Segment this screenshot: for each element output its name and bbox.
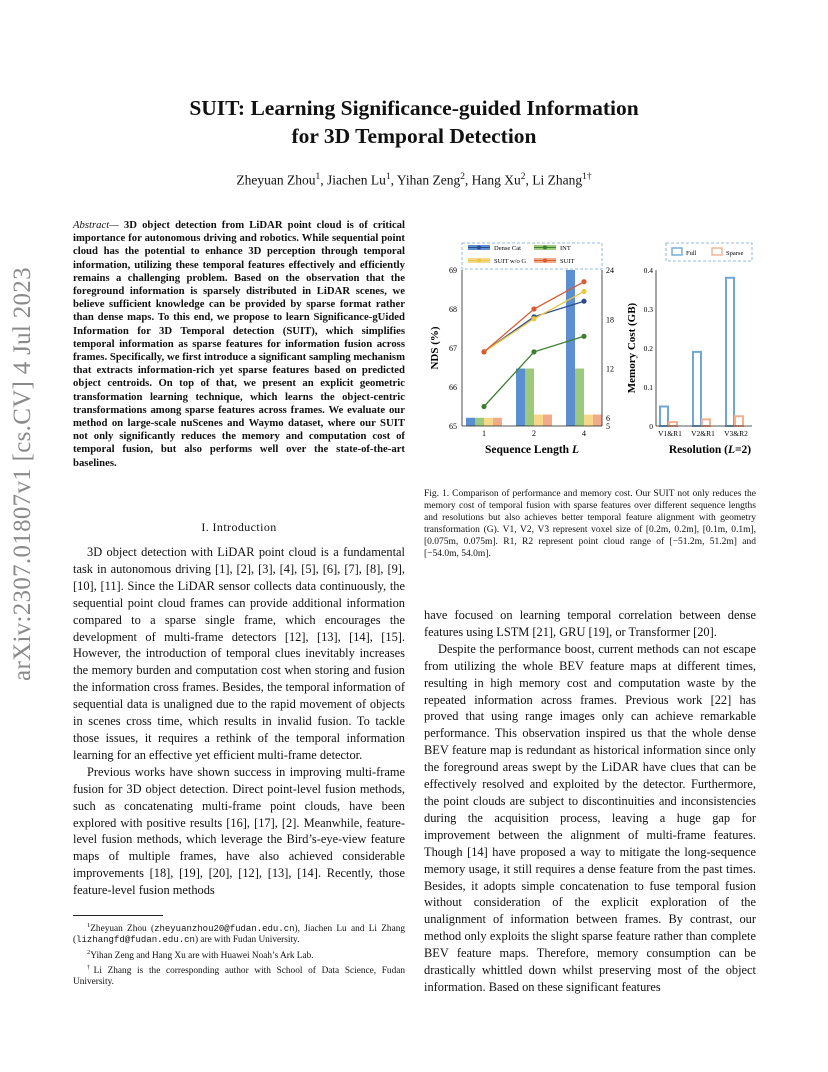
author-name: Hang Xu (471, 172, 521, 188)
paragraph: Despite the performance boost, current methods can not escape from utilizing the whole BEV feature maps at different times, resulting in high memory cost and computation waste by the repeated information across frames. Previous work [22] has proved that using range images only can achieve remarkable performance. This observation inspired us that the whole dense BEV feature map is redundant as historical information since only the foreground areas swept by the LiDAR have clues that can be effectively resolved and exploited by the detector. Furthermore, the point clouds are subject to discontinuities and inconsistencies during the acquisition process, leaving a huge gap for improvement between the alignment of multi-frame features. Though [14] have proposed a way to mitigate the long-sequence memory usage, it still requires a dense feature from the past times. Besides, it adopts simple concatenation to fuse temporal fusion without consideration of the explicit exploration of the unalignment of information between frames. By contrast, our method only exploits the slight sparse feature rather than complete BEV feature maps. Therefore, memory consumption can be drastically whittled down whilst preserving most of the object information. Based on these significant features (424, 641, 756, 994)
y-tick-label: 66 (449, 383, 457, 392)
y-tick-label: 69 (449, 266, 457, 275)
y-axis-title: NDS (%) (429, 326, 441, 370)
line-point (531, 316, 536, 321)
bar-suit-w-o-g (534, 415, 543, 426)
email-link[interactable]: zheyuanzhou20@fudan.edu.cn (154, 924, 295, 935)
line-point (581, 289, 586, 294)
y-tick-label: 67 (449, 344, 457, 353)
paper-title (60, 94, 768, 150)
legend-label: SUIT w/o G (494, 258, 527, 265)
y-tick-label: 0.1 (643, 383, 653, 392)
bar-int (575, 369, 584, 426)
bar-sparse (735, 416, 743, 426)
legend-swatch (712, 248, 722, 255)
y2-tick-label: 18 (606, 315, 614, 325)
y-tick-label: 65 (449, 422, 457, 431)
legend-label: Dense Cat (494, 245, 521, 252)
y2-tick-label: 12 (606, 364, 614, 374)
x-tick-label: 2 (532, 429, 536, 438)
bar-dense-cat (466, 418, 475, 426)
abstract (73, 219, 405, 470)
author-mark: 2 (520, 172, 526, 182)
email-link[interactable]: lizhangfd@fudan.edu.cn (76, 935, 195, 946)
y2-tick-label: 24 (606, 266, 614, 275)
line-point (581, 279, 586, 284)
legend-label: INT (560, 245, 571, 252)
x-axis-title: Resolution (L=2) (668, 444, 752, 456)
abstract-text: 3D object detection from LiDAR point cloud is of critical importance for autonomous driving and robotics. While sequential point cloud has the potential to enhance 3D perception through temporal information, utilizing these temporal features effectively and efficiently remains a challenging problem. Based on the observation that the foreground information is sparsely distributed in LiDAR scenes, we believe sufficient knowledge can be provided by sparse format rather than dense maps. To this end, we propose to learn Significance-gUided Information for 3D Temporal detection (SUIT), which simplifies temporal information as sparse features for information fusion across frames. Specifically, we first introduce a significant sampling mechanism that extracts information-rich yet sparse features based on predicted object centroids. On top of that, we present an explicit geometric transformation learning technique, which learns the object-centric transformations among sparse features across frames. We evaluate our method on large-scale nuScenes and Waymo dataset, where our SUIT not only significantly reduces the memory and computation cost of temporal fusion, but also performs well over the state-of-the-art baselines. (73, 219, 405, 469)
line-point (481, 349, 486, 354)
x-tick-label: 4 (582, 429, 586, 438)
bar-dense-cat (566, 270, 575, 426)
line-point (481, 404, 486, 409)
author-mark: 2 (460, 172, 465, 182)
figure-1-charts (420, 230, 760, 470)
y2-tick-label: 6 (606, 413, 610, 423)
paragraph: 3D object detection with LiDAR point cloud is a fundamental task in autonomous driving [1], [2], [3], [4], [5], [6], [7], [8], [9], [10], [11]. Since the LiDAR sensor collects data continuously, the sequential point cloud frames can provide additional information compared to a sparse single frame, which encourages the development of multi-frame detectors [12], [13], [14], [15]. However, the introduction of temporal clues inevitably increases the memory burden and computation cost when storing and fusion the information cross frames. Besides, the temporal information of sequential data is unaligned due to the rapid movement of objects in scenes cross time, which results in invalid fusion. To tackle those issues, it requires a rethink of the temporal information learning for an effective yet efficient multi-frame detector. (73, 545, 405, 762)
author-list: Zheyuan Zhou$^1$, Jiachen Lu$^1$, Yihan Zeng$^2$, Hang Xu$^2$, Li Zhang$^{1\dagger}$ (236, 172, 592, 188)
line-point (581, 299, 586, 304)
author-name: Zheyuan Zhou (236, 172, 316, 188)
title-line-1: SUIT: Learning Significance-guided Information (189, 96, 639, 120)
bar-suit (543, 415, 552, 426)
x-tick-label: 1 (482, 429, 486, 438)
x-tick-label: V1&R1 (658, 429, 682, 438)
legend-label: Sparse (726, 250, 744, 257)
bar-int (525, 369, 534, 426)
paragraph: have focused on learning temporal correlation between dense features using LSTM [21], GRU [19], or Transformer [20]. (424, 608, 756, 639)
figure-1 (420, 230, 760, 470)
bar-suit (593, 415, 602, 426)
bar-sparse (702, 419, 710, 426)
title-line-2: for 3D Temporal Detection (291, 124, 537, 148)
footnote-3: †Li Zhang is the corresponding author with School of Data Science, Fudan University. (73, 963, 406, 988)
author-mark: 1 (315, 172, 321, 182)
y-tick-label: 0.2 (643, 344, 653, 353)
footnote-rule (73, 915, 163, 916)
y-tick-label: 0 (649, 422, 653, 431)
bar-full (693, 352, 701, 426)
arxiv-identifier: arXiv:2307.01807v1 [cs.CV] 4 Jul 2023 (9, 267, 36, 681)
footnote-1: $^1$Zheyuan Zhou (zheyuanzhou20@fudan.edu.cn), Jiachen Lu and Li Zhang (lizhangfd@fudan.edu.cn) are with Fudan University. (73, 922, 405, 946)
author-name: Jiachen Lu (327, 172, 386, 188)
paragraph: Previous works have shown success in improving multi-frame fusion for 3D object detection. Direct point-level fusion methods, such as concatenating multi-frame point clouds, have been explored with positive results [16], [17], [2]. Meanwhile, feature-level fusion methods, which leverage the Bird’s-eye-view feature maps of multiple frames, have also achieved considerable improvements [18], [19], [20], [12], [13], [14]. Recently, those feature-level fusion methods (73, 764, 405, 898)
author-name: Li Zhang (532, 172, 583, 188)
abstract-label: Abstract— (73, 219, 119, 231)
author-mark: 1† (582, 172, 592, 182)
line-point (581, 334, 586, 339)
y-tick-label: 68 (449, 305, 457, 314)
line-point (531, 349, 536, 354)
x-tick-label: V3&R2 (724, 429, 748, 438)
right-column-body (424, 607, 756, 996)
bar-suit (493, 418, 502, 426)
author-mark: 1 (385, 172, 391, 182)
legend-point (543, 259, 547, 263)
footnote-2: $^2$Yihan Zeng and Hang Xu are with Huawei Noah’s Ark Lab. (87, 948, 314, 961)
bar-sparse (669, 422, 677, 426)
legend-label: SUIT (560, 258, 575, 265)
bar-int (475, 418, 484, 426)
footnotes (73, 915, 405, 988)
bar-dense-cat (516, 369, 525, 426)
y2-axis-title: Memory Cost (GB) (626, 302, 638, 394)
x-tick-label: V2&R1 (691, 429, 715, 438)
bar-full (726, 278, 734, 426)
author-name: Yihan Zeng (396, 172, 461, 188)
line-point (531, 306, 536, 311)
y-tick-label: 0.3 (643, 305, 653, 314)
bar-suit-w-o-g (484, 418, 493, 426)
figure-caption: Fig. 1. Comparison of performance and memory cost. Our SUIT not only reduces the memory cost of temporal fusion with sparse features over different sequence lengths and resolutions but also achieves better temporal feature alignment with geometry transformation (G). V1, V2, V3 represent voxel size of [0.2m, 0.2m], [0.1m, 0.1m], [0.075m, 0.075m]. R1, R2 represent point cloud range of [−51.2m, 51.2m] and [−54.0m, 54.0m]. (424, 489, 756, 559)
y2-tick-label: 5 (606, 422, 610, 431)
left-column-body (73, 544, 405, 899)
legend-point (477, 246, 481, 250)
legend-swatch (672, 248, 682, 255)
bar-suit-w-o-g (584, 415, 593, 426)
legend-label: Full (686, 250, 697, 257)
section-heading: I. Introduction (201, 520, 277, 534)
legend-point (477, 259, 481, 263)
x-axis-title: Sequence Length L (485, 444, 579, 456)
y-tick-label: 0.4 (643, 266, 653, 275)
legend-point (543, 246, 547, 250)
bar-full (660, 407, 668, 427)
